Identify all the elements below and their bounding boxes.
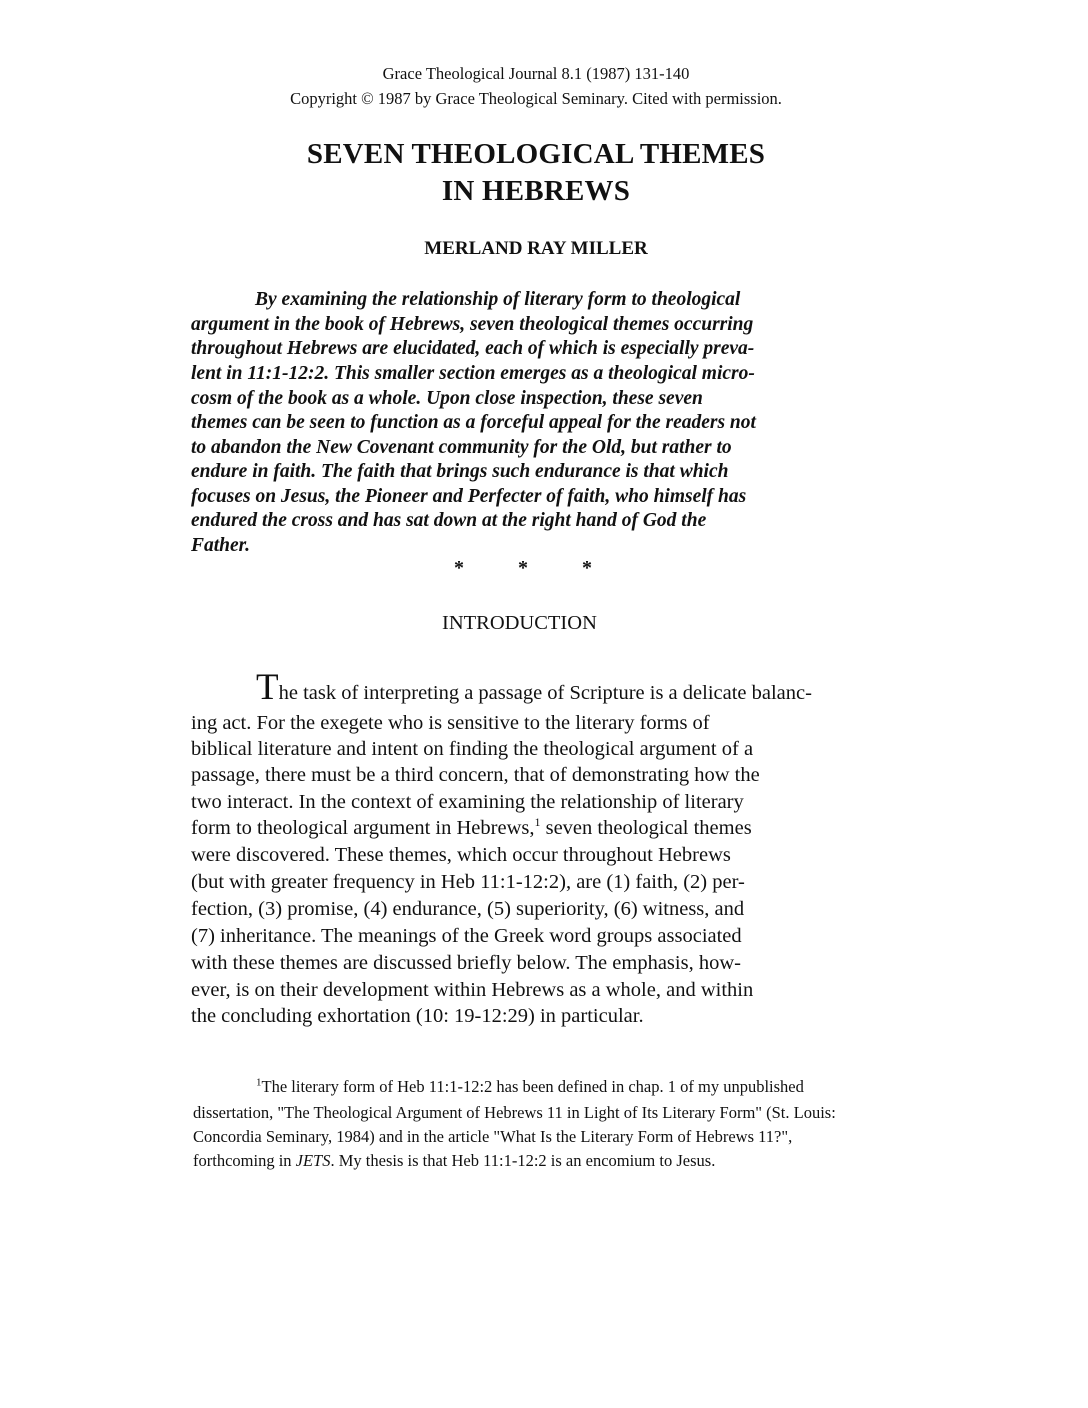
copyright-notice: Copyright © 1987 by Grace Theological Seminary. Cited with permission.: [290, 89, 782, 108]
abstract-line: themes can be seen to function as a forceful appeal for the readers not: [191, 412, 756, 433]
footnote-marker: 1: [256, 1076, 262, 1089]
footnote-line: dissertation, "The Theological Argument of Hebrews 11 in Light of Its Literary Form" (St. Louis:: [193, 1103, 836, 1122]
drop-cap: T: [256, 667, 279, 708]
body-line: two interact. In the context of examining the relationship of literary: [191, 791, 744, 813]
footnote-first-line: [256, 1077, 804, 1097]
abstract-line: lent in 11:1-12:2. This smaller section emerges as a theological micro-: [191, 363, 755, 384]
author-name: MERLAND RAY MILLER: [424, 238, 648, 259]
article-title-line-1: SEVEN THEOLOGICAL THEMES: [306, 138, 766, 170]
body-line: ever, is on their development within Hebrews as a whole, and within: [191, 979, 754, 1001]
body-line: fection, (3) promise, (4) endurance, (5) superiority, (6) witness, and: [191, 898, 745, 920]
body-line: with these themes are discussed briefly below. The emphasis, how-: [191, 952, 741, 974]
body-line-segment: form to theological argument in Hebrews,: [191, 817, 535, 839]
abstract-line: to abandon the New Covenant community for the Old, but rather to: [191, 437, 732, 458]
body-first-line: [256, 667, 812, 708]
abstract-line: endure in faith. The faith that brings such endurance is that which: [191, 461, 729, 482]
article-title-line-2: IN HEBREWS: [441, 175, 631, 207]
footnote-line: Concordia Seminary, 1984) and in the article "What Is the Literary Form of Hebrews 11?",: [193, 1127, 793, 1146]
body-line: biblical literature and intent on finding the theological argument of a: [191, 738, 754, 760]
section-heading: INTRODUCTION: [442, 612, 597, 634]
body-line: ing act. For the exegete who is sensitive to the literary forms of: [191, 712, 710, 734]
abstract-line: focuses on Jesus, the Pioneer and Perfecter of faith, who himself has: [191, 486, 747, 507]
body-line: (7) inheritance. The meanings of the Greek word groups associated: [191, 925, 742, 947]
body-line-with-footnote-ref: [191, 817, 752, 840]
abstract-line: endured the cross and has sat down at the right hand of God the: [191, 510, 707, 531]
body-line: passage, there must be a third concern, that of demonstrating how the: [191, 764, 760, 786]
footnote-line-segment: forthcoming in: [193, 1151, 296, 1170]
separator-asterisk: *: [454, 557, 464, 579]
abstract-line: By examining the relationship of literary form to theological: [255, 289, 741, 310]
footnote-last-line: [193, 1151, 715, 1171]
abstract-line: argument in the book of Hebrews, seven theological themes occurring: [191, 314, 754, 335]
body-line: (but with greater frequency in Heb 11:1-12:2), are (1) faith, (2) per-: [191, 871, 745, 893]
footnote-line-segment: . My thesis is that Heb 11:1-12:2 is an encomium to Jesus.: [330, 1151, 716, 1170]
abstract-line: Father.: [191, 535, 251, 556]
section-separator: [454, 557, 646, 580]
journal-citation: Grace Theological Journal 8.1 (1987) 131-140: [382, 64, 690, 83]
body-line: the concluding exhortation (10: 19-12:29) in particular.: [191, 1005, 644, 1027]
abstract-line: throughout Hebrews are elucidated, each of which is especially preva-: [191, 338, 755, 359]
journal-abbreviation: JETS: [295, 1151, 331, 1170]
body-line: were discovered. These themes, which occur throughout Hebrews: [191, 844, 731, 866]
body-line: he task of interpreting a passage of Scripture is a delicate balanc-: [278, 682, 812, 704]
separator-asterisk: *: [518, 557, 528, 579]
footnote-reference[interactable]: 1: [534, 815, 541, 830]
footnote-line: The literary form of Heb 11:1-12:2 has been defined in chap. 1 of my unpublished: [261, 1077, 804, 1096]
body-line-segment: seven theological themes: [540, 817, 752, 839]
separator-asterisk: *: [582, 557, 592, 579]
abstract-line: cosm of the book as a whole. Upon close inspection, these seven: [191, 388, 703, 409]
